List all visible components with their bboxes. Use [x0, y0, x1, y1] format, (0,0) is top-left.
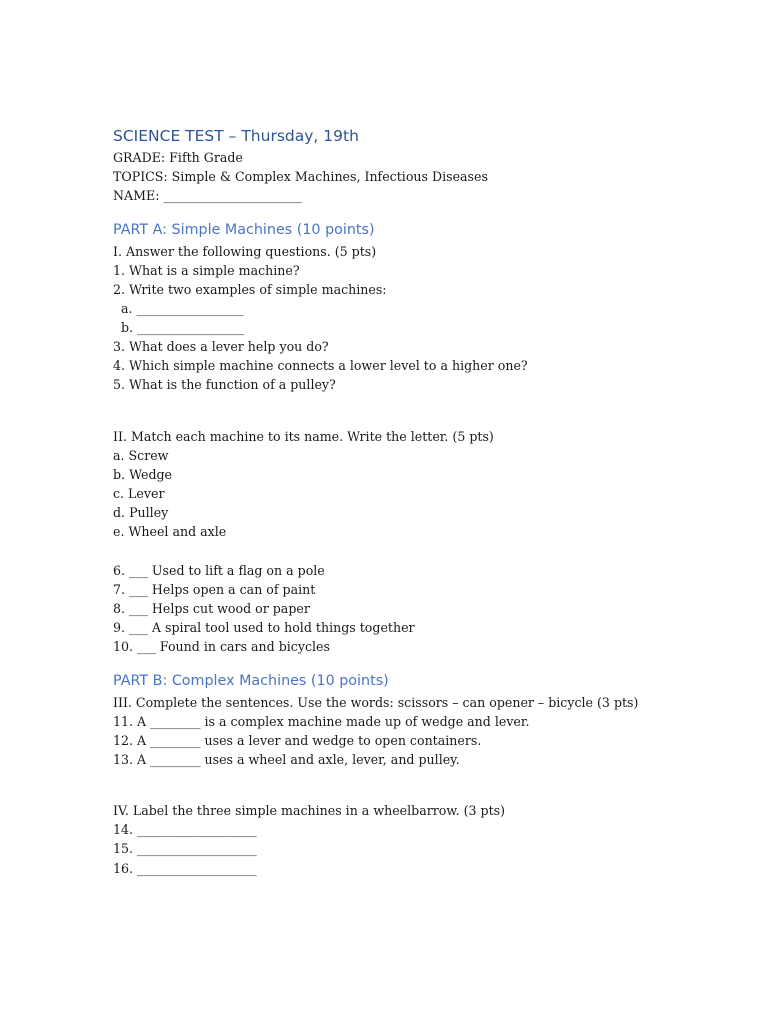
section-2-instruction: II. Match each machine to its name. Write the letter. (5 pts)	[113, 429, 494, 444]
name-line: NAME: ______________________	[113, 188, 302, 203]
question-1: 1. What is a simple machine?	[113, 263, 300, 278]
fill-in-sentence: 12. A ________ uses a lever and wedge to open containers.	[113, 733, 482, 748]
question-4: 4. Which simple machine connects a lower level to a higher one?	[113, 358, 528, 373]
match-item: 9. ___ A spiral tool used to hold things together	[113, 620, 415, 635]
match-option: c. Lever	[113, 486, 165, 501]
question-3: 3. What does a lever help you do?	[113, 339, 329, 354]
match-item: 6. ___ Used to lift a flag on a pole	[113, 563, 325, 578]
question-2a-blank: a. _________________	[121, 301, 244, 316]
match-option: d. Pulley	[113, 505, 169, 520]
match-option: b. Wedge	[113, 467, 173, 482]
match-item: 7. ___ Helps open a can of paint	[113, 582, 316, 597]
match-option: e. Wheel and axle	[113, 524, 227, 539]
section-1-instruction: I. Answer the following questions. (5 pts)	[113, 244, 377, 259]
document-title: SCIENCE TEST – Thursday, 19th	[113, 127, 359, 145]
part-b-heading: PART B: Complex Machines (10 points)	[113, 673, 389, 689]
fill-in-sentence: 13. A ________ uses a wheel and axle, lever, and pulley.	[113, 752, 460, 767]
grade-line: GRADE: Fifth Grade	[113, 150, 243, 165]
topics-line: TOPICS: Simple & Complex Machines, Infectious Diseases	[113, 169, 488, 184]
question-2: 2. Write two examples of simple machines:	[113, 282, 387, 297]
match-option: a. Screw	[113, 448, 169, 463]
question-5: 5. What is the function of a pulley?	[113, 377, 336, 392]
question-2b-blank: b. _________________	[121, 320, 245, 335]
section-4-instruction: IV. Label the three simple machines in a wheelbarrow. (3 pts)	[113, 803, 506, 818]
match-item: 10. ___ Found in cars and bicycles	[113, 639, 330, 654]
section-3-instruction: III. Complete the sentences. Use the words: scissors – can opener – bicycle (3 pts)	[113, 695, 639, 710]
label-blank: 16. ___________________	[113, 861, 257, 876]
match-item: 8. ___ Helps cut wood or paper	[113, 601, 310, 616]
fill-in-sentence: 11. A ________ is a complex machine made up of wedge and lever.	[113, 714, 530, 729]
part-a-heading: PART A: Simple Machines (10 points)	[113, 222, 375, 238]
label-blank: 14. ___________________	[113, 822, 257, 837]
label-blank: 15. ___________________	[113, 841, 257, 856]
